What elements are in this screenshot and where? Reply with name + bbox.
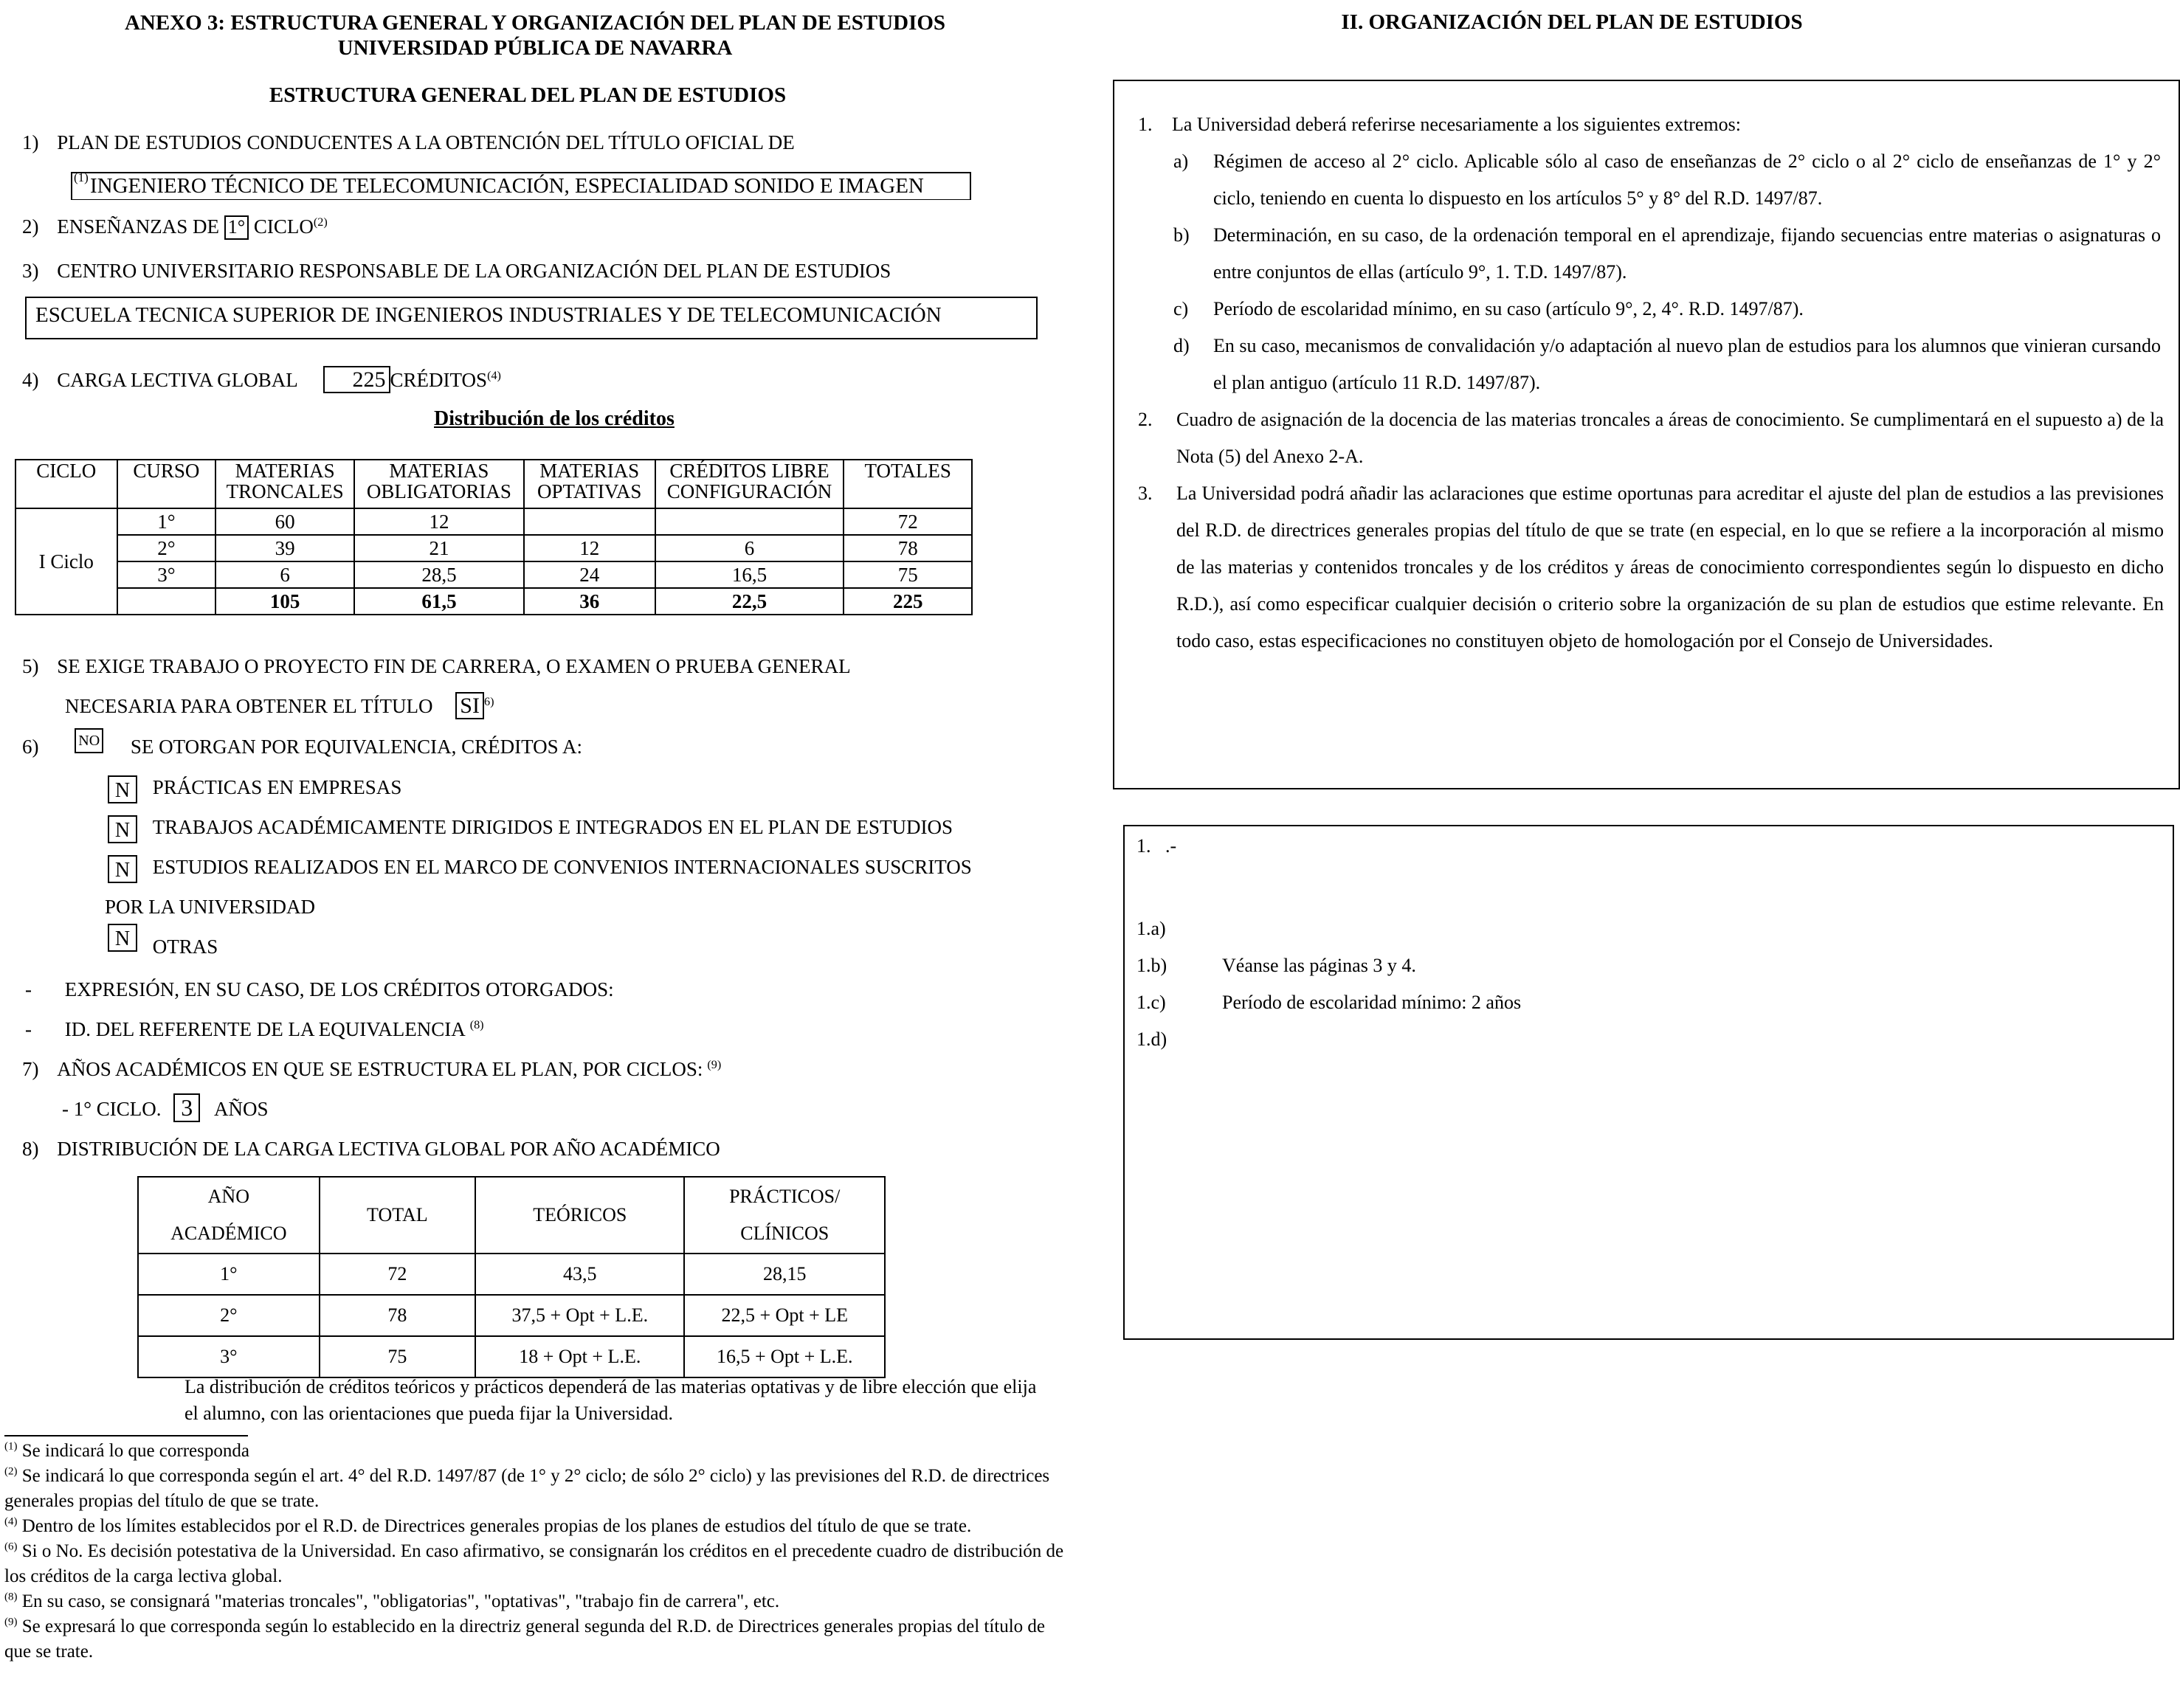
item-2	[22, 208, 328, 245]
table-cell: 36	[524, 588, 655, 615]
ciclo-cell: I Ciclo	[15, 508, 117, 615]
otras-label: OTRAS	[152, 936, 218, 958]
equivalence-reference-text: ID. DEL REFERENTE DE LA EQUIVALENCIA	[64, 1018, 466, 1040]
dash-2-sup: (8)	[469, 1018, 484, 1031]
table-cell: 3°	[138, 1336, 320, 1377]
table-cell: 37,5 + Opt + L.E.	[475, 1295, 684, 1336]
table-cell: 22,5 + Opt + LE	[684, 1295, 885, 1336]
header-year: AÑO ACADÉMICO	[138, 1177, 320, 1254]
item-5-cont	[65, 688, 494, 725]
organization-title: II. ORGANIZACIÓN DEL PLAN DE ESTUDIOS	[1341, 10, 1803, 34]
practicas-checkbox: N	[108, 775, 137, 803]
structure-subtitle: ESTRUCTURA GENERAL DEL PLAN DE ESTUDIOS	[269, 83, 787, 107]
req-item-3: 3. La Universidad podrá añadir las aclaraciones que estime oportunas para acreditar el ajuste del plan de estudios a las previsiones del R.D. de directrices generales propias del título de que se trate (en especial, en lo que se refiere a la incorporación al mismo de las materias y contenidos troncales y de los créditos y áreas de conocimiento correspondientes según lo dispuesto en dicho R.D.), así como especificar cualquier decisión o criterio sobre la organización de su plan de estudios que estime relevante. En todo caso, estas especificaciones no constituyen objeto de homologación por el Consejo de Universidades.	[1138, 483, 2164, 651]
item-5-num: 5)	[22, 655, 39, 677]
req-item-1	[1138, 106, 2156, 143]
header-curso: CURSO	[117, 460, 216, 508]
table-row	[138, 1336, 885, 1377]
header-ciclo: CICLO	[15, 460, 117, 508]
years-label: AÑOS	[214, 1098, 269, 1120]
item-5	[22, 648, 851, 685]
table-row	[15, 535, 972, 561]
item-4	[22, 362, 501, 398]
item-5-sup: 6)	[483, 695, 494, 708]
table-cell: 28,5	[354, 561, 524, 588]
req-sub-d: d) En su caso, mecanismos de convalidación y/o adaptación al nuevo plan de estudios para los alumnos que vinieran cursando el plan antiguo (artículo 11 R.D. 1497/87).	[1173, 335, 2161, 393]
table-row	[138, 1295, 885, 1336]
table-cell: 18 + Opt + L.E.	[475, 1336, 684, 1377]
table-cell: 39	[215, 535, 354, 561]
item-6	[22, 728, 582, 765]
option-practicas	[108, 769, 401, 806]
credits-distribution-table	[15, 459, 973, 615]
table-cell: 28,15	[684, 1254, 885, 1295]
header-teoricos: TEÓRICOS	[475, 1177, 684, 1254]
table-cell	[655, 508, 844, 535]
credits-box: 225	[323, 366, 390, 393]
dash-1: -	[25, 978, 32, 1000]
table-cell: 60	[215, 508, 354, 535]
otras-checkbox: N	[108, 924, 137, 952]
yearly-load-table	[137, 1176, 886, 1378]
item-8	[22, 1130, 720, 1167]
table-cell: 2°	[138, 1295, 320, 1336]
answers-box	[1123, 825, 2174, 1340]
table-cell: 16,5	[655, 561, 844, 588]
dash-2: -	[25, 1018, 32, 1040]
credits-expression	[25, 971, 614, 1008]
years-box: 3	[173, 1093, 200, 1122]
item-7-sub	[62, 1090, 269, 1127]
option-trabajos	[108, 809, 953, 846]
item-6-text: SE OTORGAN POR EQUIVALENCIA, CRÉDITOS A:	[130, 736, 582, 758]
req-item-1-text: La Universidad deberá referirse necesariamente a los siguientes extremos:	[1172, 114, 1741, 135]
footnote-rule	[4, 1435, 248, 1436]
option-otras	[108, 928, 218, 965]
item-4-pre: CARGA LECTIVA GLOBAL	[57, 369, 297, 391]
distribution-note: La distribución de créditos teóricos y prácticos dependerá de las materias optativas y de libre elección que elija el alumno, con las orientaciones que pueda fijar la Universidad.	[184, 1376, 1037, 1424]
item-4-sup: (4)	[487, 369, 501, 382]
req-item-2: 2. Cuadro de asignación de la docencia de las materias troncales a áreas de conocimiento. Se cumplimentará en el supuesto a) de la Nota (5) del Anexo 2-A.	[1138, 409, 2164, 467]
item-7-text: AÑOS ACADÉMICOS EN QUE SE ESTRUCTURA EL PLAN, POR CICLOS:	[57, 1058, 703, 1080]
footnote: $^{(2)}$ Se indicará lo que corresponda según el art. 4° del R.D. 1497/87 (de 1° y 2° ciclo; de sólo 2° ciclo) y las previsiones del R.D. de directrices generales propias del título de que se trate.	[4, 1465, 1050, 1511]
item-1-text: PLAN DE ESTUDIOS CONDUCENTES A LA OBTENCIÓN DEL TÍTULO OFICIAL DE	[57, 131, 795, 153]
table-cell: 6	[655, 535, 844, 561]
header-practicos: PRÁCTICOS/ CLÍNICOS	[684, 1177, 885, 1254]
item-2-num: 2)	[22, 215, 39, 238]
final-project-box: SI	[455, 692, 484, 719]
requirements-box	[1113, 80, 2180, 789]
distribution-title: Distribución de los créditos	[434, 407, 675, 430]
item-2-post: CICLO	[253, 215, 314, 238]
table-cell: 16,5 + Opt + L.E.	[684, 1336, 885, 1377]
table-row	[15, 561, 972, 588]
table-cell: 78	[320, 1295, 475, 1336]
item-5-line1: SE EXIGE TRABAJO O PROYECTO FIN DE CARRERA, O EXAMEN O PRUEBA GENERAL	[57, 655, 851, 677]
item-3	[22, 252, 891, 289]
table-cell: 22,5	[655, 588, 844, 615]
degree-title-sup: (1)	[74, 170, 89, 184]
item-4-num: 4)	[22, 369, 39, 391]
estudios-cont: POR LA UNIVERSIDAD	[105, 896, 316, 918]
center-box-text: ESCUELA TECNICA SUPERIOR DE INGENIEROS INDUSTRIALES Y DE TELECOMUNICACIÓN	[35, 303, 942, 327]
footnote: $^{(9)}$ Se expresará lo que corresponda según lo establecido en la directriz general segunda del R.D. de Directrices generales propias del título de que se trate.	[4, 1616, 1046, 1662]
header-libre-config: CRÉDITOS LIBRE CONFIGURACIÓN	[655, 460, 844, 508]
first-cycle-label: - 1° CICLO.	[62, 1098, 162, 1120]
table-cell: 12	[524, 535, 655, 561]
answer-row: 1.b) Véanse las páginas 3 y 4.	[1136, 955, 1416, 976]
item-1-num: 1)	[22, 131, 39, 153]
item-4-post: CRÉDITOS	[390, 369, 488, 391]
answer-row: 1.c) Período de escolaridad mínimo: 2 años	[1136, 992, 1522, 1013]
answer-row: 1.d)	[1136, 1028, 1167, 1050]
item-1	[22, 124, 795, 161]
footnote: $^{(8)}$ En su caso, se consignará "materias troncales", "obligatorias", "optativas", "trabajo fin de carrera", etc.	[4, 1591, 780, 1611]
trabajos-checkbox: N	[108, 815, 137, 843]
table-cell: 12	[354, 508, 524, 535]
practicas-label: PRÁCTICAS EN EMPRESAS	[152, 776, 402, 798]
table-row	[138, 1254, 885, 1295]
option-estudios	[108, 848, 972, 885]
degree-title-text: INGENIERO TÉCNICO DE TELECOMUNICACIÓN, ESPECIALIDAD SONIDO E IMAGEN	[90, 174, 924, 198]
annex-title-line1: ANEXO 3: ESTRUCTURA GENERAL Y ORGANIZACIÓN DEL PLAN DE ESTUDIOS	[124, 11, 946, 35]
table-cell: 72	[844, 508, 972, 535]
center-box	[25, 297, 1038, 339]
table-cell: 105	[215, 588, 354, 615]
equivalence-box: NO	[75, 728, 103, 753]
table-row	[15, 508, 972, 535]
item-2-pre: ENSEÑANZAS DE	[57, 215, 219, 238]
req-sub-b: b) Determinación, en su caso, de la ordenación temporal en el aprendizaje, fijando secuencias entre materias o asignaturas o entre conjuntos de ellas (artículo 9°, 1. T.D. 1497/87).	[1173, 224, 2161, 283]
req-sub-a: a) Régimen de acceso al 2° ciclo. Aplicable sólo al caso de enseñanzas de 2° ciclo o al 2° ciclo de enseñanzas de 1° y 2° ciclo, teniendo en cuenta lo dispuesto en los artículos 5° y 8° del R.D. 1497/87.	[1173, 151, 2161, 209]
req-item-1-num: 1.	[1138, 114, 1153, 135]
item-3-text: CENTRO UNIVERSITARIO RESPONSABLE DE LA ORGANIZACIÓN DEL PLAN DE ESTUDIOS	[57, 260, 891, 282]
table-cell: 225	[844, 588, 972, 615]
answers-head: 1. .-	[1136, 835, 1177, 857]
table-cell: 75	[320, 1336, 475, 1377]
table-cell: 72	[320, 1254, 475, 1295]
table-cell: 3°	[117, 561, 216, 588]
header-troncales: MATERIAS TRONCALES	[215, 460, 354, 508]
req-sub-list	[1173, 143, 2161, 401]
trabajos-label: TRABAJOS ACADÉMICAMENTE DIRIGIDOS E INTEGRADOS EN EL PLAN DE ESTUDIOS	[152, 816, 953, 838]
header-obligatorias: MATERIAS OBLIGATORIAS	[354, 460, 524, 508]
item-3-num: 3)	[22, 260, 39, 282]
header-total: TOTAL	[320, 1177, 475, 1254]
header-totales: TOTALES	[844, 460, 972, 508]
table-cell: 24	[524, 561, 655, 588]
table-cell: 21	[354, 535, 524, 561]
credits-expression-text: EXPRESIÓN, EN SU CASO, DE LOS CRÉDITOS OTORGADOS:	[64, 978, 614, 1000]
table-cell: 61,5	[354, 588, 524, 615]
table-cell: 6	[215, 561, 354, 588]
header-optativas: MATERIAS OPTATIVAS	[524, 460, 655, 508]
req-sub-c: c) Período de escolaridad mínimo, en su caso (artículo 9°, 2, 4°. R.D. 1497/87).	[1173, 298, 1804, 319]
item-7-num: 7)	[22, 1058, 39, 1080]
estudios-checkbox: N	[108, 855, 137, 883]
equivalence-reference	[25, 1011, 484, 1048]
table-cell: 1°	[138, 1254, 320, 1295]
cycle-box: 1°	[224, 215, 249, 240]
item-2-sup: (2)	[313, 215, 328, 229]
table-cell: 78	[844, 535, 972, 561]
degree-title-box	[71, 172, 971, 200]
table-header-row	[15, 460, 972, 508]
table-cell: 2°	[117, 535, 216, 561]
table-cell: 1°	[117, 508, 216, 535]
table-cell	[524, 508, 655, 535]
table-cell: 75	[844, 561, 972, 588]
item-8-num: 8)	[22, 1138, 39, 1160]
item-7-sup: (9)	[707, 1058, 722, 1071]
item-8-text: DISTRIBUCIÓN DE LA CARGA LECTIVA GLOBAL POR AÑO ACADÉMICO	[57, 1138, 720, 1160]
footnote: $^{(6)}$ Si o No. Es decisión potestativa de la Universidad. En caso afirmativo, se consignarán los créditos en el precedente cuadro de distribución de los créditos de la carga lectiva global.	[4, 1541, 1064, 1586]
answer-row: 1.a)	[1136, 918, 1166, 939]
annex-title	[0, 10, 1070, 60]
footnotes	[4, 1439, 1067, 1664]
item-6-num: 6)	[22, 736, 39, 758]
item-7	[22, 1051, 721, 1088]
table-totals-row	[15, 588, 972, 615]
year-header-row	[138, 1177, 885, 1254]
table-cell: 43,5	[475, 1254, 684, 1295]
table-cell	[117, 588, 216, 615]
footnote: $^{(1)}$ Se indicará lo que corresponda	[4, 1440, 249, 1461]
footnote: $^{(4)}$ Dentro de los límites establecidos por el R.D. de Directrices generales propias de los planes de estudios del título de que se trate.	[4, 1515, 972, 1536]
annex-title-line2: UNIVERSIDAD PÚBLICA DE NAVARRA	[337, 36, 733, 60]
item-5-line2: NECESARIA PARA OBTENER EL TÍTULO	[65, 695, 433, 717]
estudios-label: ESTUDIOS REALIZADOS EN EL MARCO DE CONVENIOS INTERNACIONALES SUSCRITOS	[152, 856, 972, 878]
